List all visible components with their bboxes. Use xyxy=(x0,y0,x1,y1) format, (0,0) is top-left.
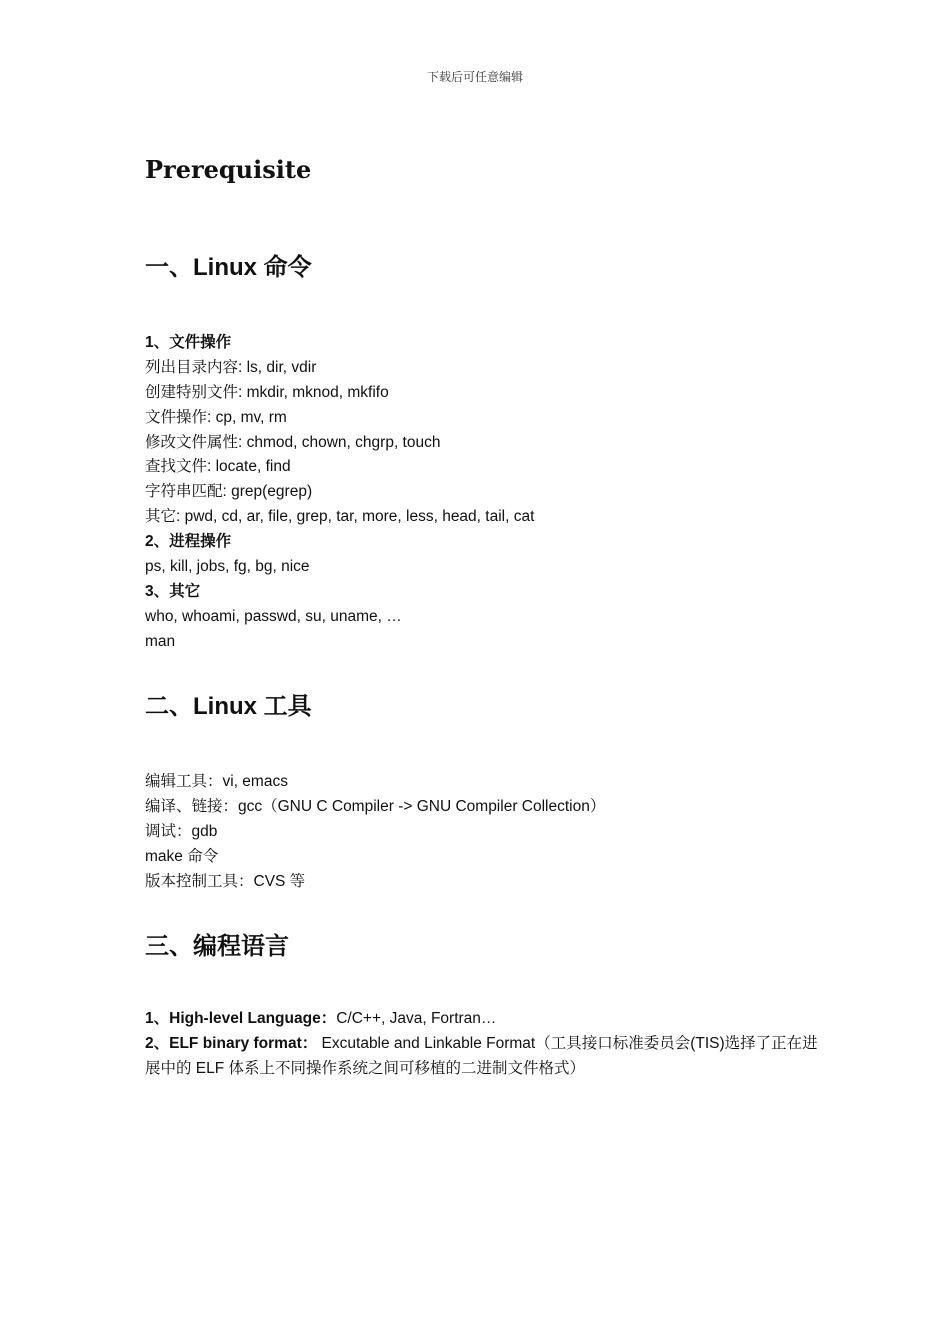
text-line: 创建特别文件: mkdir, mknod, mkfifo xyxy=(145,383,389,401)
item-text: C/C++, Java, Fortran… xyxy=(336,1010,497,1027)
section-heading-linux-tools: 二、Linux 工具 xyxy=(145,693,312,720)
list-item xyxy=(145,1032,825,1082)
section-heading-linux-commands: 一、Linux 命令 xyxy=(145,254,312,281)
text-line: 修改文件属性: chmod, chown, chgrp, touch xyxy=(145,433,441,451)
text-line: 编辑工具：vi, emacs xyxy=(145,773,288,790)
text-line: man xyxy=(145,632,176,650)
section-linux-tools-body xyxy=(145,770,825,894)
text-line: 其它: pwd, cd, ar, file, grep, tar, more, less, head, tail, cat xyxy=(145,508,535,526)
section-heading-programming-languages: 三、编程语言 xyxy=(145,933,289,960)
text-line: make 命令 xyxy=(145,847,219,865)
text-line: 调试：gdb xyxy=(145,822,218,840)
text-line: 查找文件: locate, find xyxy=(145,458,291,476)
subheading-other: 3、其它 xyxy=(145,582,201,600)
subheading-process-operations: 2、进程操作 xyxy=(145,533,232,551)
item-label: 1、High-level Language： xyxy=(145,1010,337,1027)
text-line: 列出目录内容: ls, dir, vdir xyxy=(145,358,317,376)
text-line: 字符串匹配: grep(egrep) xyxy=(145,483,313,501)
text-line: who, whoami, passwd, su, uname, … xyxy=(145,607,402,625)
page-header-note: 下载后可任意编辑 xyxy=(426,70,523,84)
text-line: 文件操作: cp, mv, rm xyxy=(145,408,287,426)
text-line: 版本控制工具：CVS 等 xyxy=(145,872,306,890)
section-programming-languages-body xyxy=(145,1007,825,1082)
text-line: ps, kill, jobs, fg, bg, nice xyxy=(145,558,310,576)
list-item xyxy=(145,1007,825,1032)
item-text: Excutable and Linkable Format（工具接口标准委员会(TIS)选择了正在进展中的 ELF 体系上不同操作系统之间可移植的二进制文件格式） xyxy=(145,1034,818,1077)
subheading-file-operations: 1、文件操作 xyxy=(145,334,232,351)
text-line: 编译、链接：gcc（GNU C Compiler -> GNU Compiler Collection） xyxy=(145,797,606,815)
document-title: Prerequisite xyxy=(145,155,312,184)
section-linux-commands-body xyxy=(145,331,825,655)
item-label: 2、ELF binary format： xyxy=(145,1034,318,1052)
